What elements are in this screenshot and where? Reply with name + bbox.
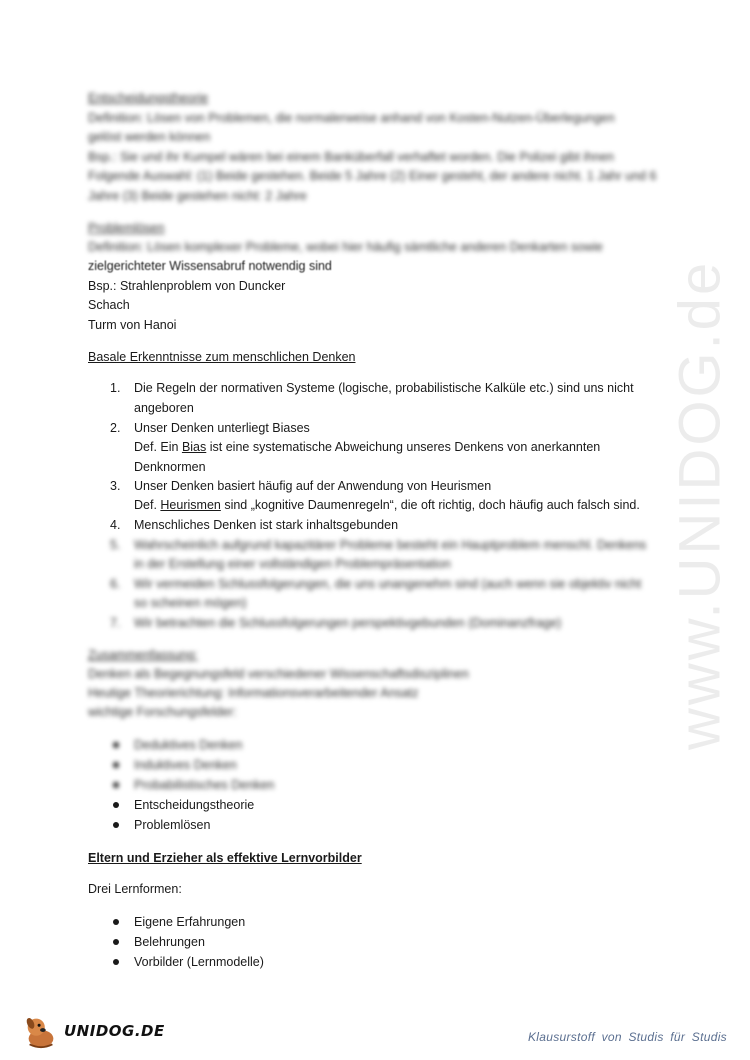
definition-text: sind „kognitive Daumenregeln“, die oft richtig, doch häufig auch falsch sind. — [220, 498, 640, 512]
paragraph-line: Turm von Hanoi — [88, 318, 177, 332]
bullet-icon — [113, 762, 119, 768]
dog-icon — [22, 1012, 60, 1050]
list-item-text: Entscheidungstheorie — [134, 798, 255, 812]
list-item-text: Problemlösen — [134, 818, 211, 832]
definition-term: Bias — [181, 440, 207, 454]
definition-line — [134, 495, 640, 515]
list-item-text: Wir vermeiden Schlussfolgerungen, die uns unangenehm sind (auch wenn sie objektiv nicht — [134, 577, 642, 591]
list-item-text: Belehrungen — [134, 935, 205, 949]
paragraph-line: Definition: Lösen von Problemen, die normalerweise anhand von Kosten-Nutzen-Überlegungen — [88, 111, 615, 125]
bullet-icon — [113, 802, 119, 808]
paragraph-line: Denken als Begegnungsfeld verschiedener Wissenschaftsdisziplinen — [88, 667, 469, 681]
paragraph-line: Schach — [88, 298, 130, 312]
list-item-text: Unser Denken basiert häufig auf der Anwendung von Heurismen — [134, 479, 492, 493]
bullet-icon — [113, 742, 119, 748]
footer-tagline: Klausurstoff von Studis für Studis — [528, 1030, 727, 1044]
paragraph-line: Drei Lernformen: — [88, 882, 182, 896]
list-item-text: Wahrscheinlich aufgrund kapazitärer Probleme besteht ein Hauptproblem menschl. Denkens — [134, 538, 647, 552]
list-item-text: Vorbilder (Lernmodelle) — [134, 955, 264, 969]
list-item-text: Die Regeln der normativen Systeme (logische, probabilistische Kalküle etc.) sind uns nicht — [134, 381, 634, 395]
paragraph-line: Bsp.: Sie und ihr Kumpel wären bei einem Banküberfall verhaftet worden. Die Polizei gibt ihnen — [88, 150, 614, 164]
section-heading-problemloesen: Problemlösen — [88, 221, 165, 235]
list-number: 5. — [110, 538, 121, 552]
watermark: www.UNIDOG.de — [667, 259, 733, 751]
paragraph-line: Folgende Auswahl: (1) Beide gestehen. Beide 5 Jahre (2) Einer gesteht, der andere nicht. 1 Jahr und 6 — [88, 169, 657, 183]
list-number: 7. — [110, 616, 121, 630]
list-item-text: angeboren — [134, 401, 194, 415]
list-item-text: Unser Denken unterliegt Biases — [134, 421, 310, 435]
list-number: 1. — [110, 381, 121, 395]
bullet-icon — [113, 919, 119, 925]
list-number: 4. — [110, 518, 121, 532]
list-number: 3. — [110, 479, 121, 493]
definition-term: Heurismen — [160, 498, 221, 512]
bullet-icon — [113, 782, 119, 788]
bullet-icon — [113, 939, 119, 945]
list-item-text: Wir betrachten die Schlussfolgerungen perspektivgebunden (Dominanzfrage) — [134, 616, 562, 630]
list-number: 2. — [110, 421, 121, 435]
paragraph-line: wichtige Forschungsfelder: — [88, 705, 237, 719]
bullet-icon — [113, 959, 119, 965]
section-heading-basale-erkenntnisse: Basale Erkenntnisse zum menschlichen Denken — [88, 350, 356, 364]
list-item-text: so scheinen mögen) — [134, 596, 247, 610]
list-number: 6. — [110, 577, 121, 591]
definition-prefix: Def. — [134, 498, 161, 512]
list-item-text: Probabilistisches Denken — [134, 778, 275, 792]
footer-logo[interactable] — [22, 1012, 165, 1050]
definition-text: ist eine systematische Abweichung unseres Denkens von anerkannten — [206, 440, 601, 454]
paragraph-line: Jahre (3) Beide gestehen nicht: 2 Jahre — [88, 189, 307, 203]
paragraph-line: Definition: Lösen komplexer Probleme, wobei hier häufig sämtliche anderen Denkarten sowie — [88, 240, 603, 254]
section-heading-zusammenfassung: Zusammenfassung: — [88, 648, 198, 662]
paragraph-line: Heutige Theorierichtung: Informationsverarbeitender Ansatz — [88, 686, 419, 700]
definition-prefix: Def. Ein — [134, 440, 182, 454]
logo-text: UNIDOG.DE — [64, 1022, 165, 1040]
list-item-text: in der Erstellung einer vollständigen Problempräsentation — [134, 557, 451, 571]
definition-line — [134, 437, 600, 457]
paragraph-line: gelöst werden können — [88, 130, 211, 144]
paragraph-line: zielgerichteter Wissensabruf notwendig sind — [88, 259, 332, 273]
list-item-text: Denknormen — [134, 460, 206, 474]
list-item-text: Menschliches Denken ist stark inhaltsgebunden — [134, 518, 399, 532]
list-item-text: Induktives Denken — [134, 758, 237, 772]
paragraph-line: Bsp.: Strahlenproblem von Duncker — [88, 279, 286, 293]
section-heading-entscheidungstheorie: Entscheidungstheorie — [88, 91, 209, 105]
section-heading-eltern-erzieher: Eltern und Erzieher als effektive Lernvorbilder — [88, 851, 362, 865]
list-item-text: Eigene Erfahrungen — [134, 915, 246, 929]
bullet-icon — [113, 822, 119, 828]
list-item-text: Deduktives Denken — [134, 738, 243, 752]
